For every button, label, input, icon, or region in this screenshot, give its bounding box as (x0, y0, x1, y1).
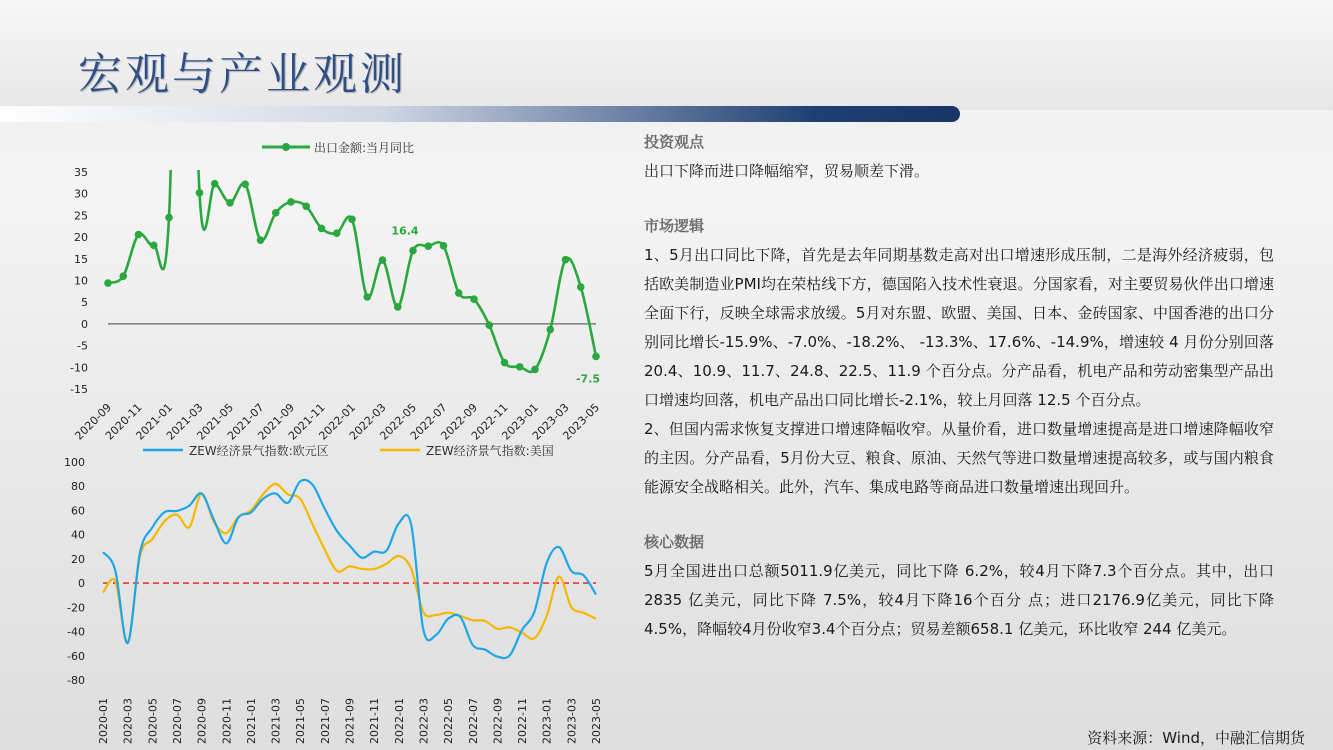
data-point (257, 236, 265, 244)
y-tick-label: 80 (71, 480, 85, 494)
y-tick-label: -60 (67, 649, 85, 663)
x-tick-label: 2021-09 (255, 400, 298, 443)
legend-label-export: 出口金额:当月同比 (314, 141, 415, 155)
x-tick-label: 2020-01 (97, 698, 110, 744)
data-point (516, 363, 524, 371)
core-data-heading: 核心数据 (644, 533, 705, 551)
x-tick-label: 2023-01 (499, 400, 542, 443)
x-tick-label: 2023-03 (565, 698, 579, 744)
series-line-eurozone (103, 480, 596, 658)
source-note: 资料来源：Wind，中融汇信期货 (1087, 729, 1305, 747)
market-logic-heading: 市场逻辑 (644, 217, 705, 235)
x-tick-label: 2020-03 (121, 698, 135, 744)
data-point (592, 353, 600, 361)
y-tick-label: 100 (64, 456, 85, 469)
data-point (333, 229, 341, 237)
y-tick-label: 20 (71, 552, 85, 566)
y-tick-label: 35 (74, 166, 88, 179)
data-point (226, 199, 234, 207)
y-tick-label: 40 (71, 528, 85, 542)
x-tick-label: 2022-03 (417, 698, 431, 744)
investment-view-heading: 投资观点 (644, 133, 705, 151)
data-point (363, 293, 371, 301)
data-point (394, 303, 402, 311)
y-tick-label: 5 (81, 296, 88, 310)
data-point (409, 247, 417, 255)
data-point (470, 295, 478, 303)
data-point (424, 242, 432, 250)
y-tick-label: 10 (74, 274, 88, 288)
data-point (150, 242, 158, 250)
data-point (211, 180, 219, 188)
data-point (135, 231, 143, 239)
legend-label: ZEW经济景气指数:欧元区 (189, 444, 329, 458)
data-point (287, 198, 295, 206)
x-tick-label: 2020-09 (72, 400, 115, 443)
x-tick-label: 2023-01 (540, 698, 554, 744)
x-tick-label: 2021-07 (224, 400, 267, 443)
y-tick-label: -80 (67, 674, 85, 687)
data-point (379, 256, 387, 264)
y-tick-label: -15 (70, 383, 88, 396)
data-point (302, 202, 310, 210)
x-tick-label: 2021-05 (294, 698, 308, 744)
data-point (531, 366, 539, 374)
data-point (119, 272, 127, 280)
x-tick-label: 2021-07 (318, 698, 332, 744)
data-point (348, 216, 356, 224)
x-tick-label: 2022-03 (346, 400, 389, 443)
x-tick-label: 2022-11 (516, 698, 530, 744)
header-accent-bar (0, 106, 960, 122)
data-point (562, 256, 570, 264)
y-tick-label: -10 (70, 361, 88, 375)
chart2-legend (143, 443, 554, 458)
y-tick-label: 60 (71, 504, 85, 518)
y-tick-label: 0 (78, 577, 85, 591)
x-tick-label: 2021-05 (194, 400, 237, 443)
page-title: 宏观与产业观测 (78, 49, 407, 100)
chart1-legend (262, 140, 414, 155)
investment-view-text: 出口下降而进口降幅缩窄，贸易顺差下滑。 (644, 162, 930, 180)
x-tick-label: 2022-07 (466, 698, 480, 744)
data-point (501, 359, 509, 367)
x-tick-label: 2022-05 (377, 400, 420, 443)
data-point (241, 180, 249, 188)
x-tick-label: 2020-11 (220, 698, 234, 744)
y-tick-label: -40 (67, 625, 85, 639)
y-tick-label: 20 (74, 231, 88, 245)
y-tick-label: 30 (74, 187, 88, 201)
legend-label: ZEW经济景气指数:美国 (426, 444, 554, 458)
data-point (485, 321, 493, 329)
y-tick-label: -20 (67, 601, 85, 615)
market-logic-paragraph-2: 2、但国内需求恢复支撑进口增速降幅收窄。从量价看，进口数量增速提高是进口增速降幅收窄的主因。分产品看，5月份大豆、粮食、原油、天然气等进口数量增速提高较多，或与国内粮食能源安全战略相关。此外，汽车、集成电路等商品进口数量增速出现回升。 (644, 420, 1274, 496)
legend-marker-export (282, 143, 290, 151)
x-tick-label: 2020-05 (146, 698, 160, 744)
x-tick-label: 2021-11 (368, 698, 382, 744)
x-tick-label: 2021-03 (163, 400, 206, 443)
export-yoy-chart (0, 128, 620, 448)
x-tick-label: 2021-01 (244, 698, 258, 744)
x-tick-label: 2022-11 (468, 400, 511, 443)
zew-index-chart (0, 440, 620, 750)
x-tick-label: 2023-05 (590, 698, 603, 744)
y-tick-label: -5 (77, 339, 88, 353)
x-tick-label: 2020-11 (102, 400, 145, 443)
y-tick-label: 15 (74, 252, 88, 266)
data-point (577, 283, 585, 291)
x-tick-label: 2022-01 (316, 400, 359, 443)
x-tick-label: 2020-09 (195, 698, 209, 744)
x-tick-label: 2021-01 (133, 400, 176, 443)
series-line-us (103, 484, 596, 643)
data-point (272, 209, 280, 217)
x-tick-label: 2022-09 (491, 698, 505, 744)
data-label: 16.4 (391, 224, 419, 238)
x-tick-label: 2022-01 (392, 698, 406, 744)
x-tick-label: 2020-07 (170, 698, 184, 744)
y-tick-label: 25 (74, 209, 88, 223)
x-tick-label: 2023-05 (560, 400, 603, 443)
y-tick-label: 0 (81, 317, 88, 331)
core-data-text: 5月全国进出口总额5011.9亿美元，同比下降 6.2%，较4月下降7.3个百分点。其中，出口 2835 亿美元，同比下降 7.5%，较4月下降16个百分 点；进口2176.9亿美元，同比下降 4.5%，降幅较4月份收窄3.4个百分点；贸易差额658.1 亿美元，环比收窄 244 亿美元。 (644, 562, 1274, 638)
x-tick-label: 2021-11 (285, 400, 328, 443)
x-tick-label: 2022-07 (407, 400, 450, 443)
x-tick-label: 2022-05 (442, 698, 456, 744)
data-point (165, 214, 173, 222)
data-point (196, 189, 204, 197)
x-tick-label: 2021-09 (343, 698, 357, 744)
data-point (546, 326, 554, 334)
market-logic-paragraph-1: 1、5月出口同比下降，首先是去年同期基数走高对出口增速形成压制，二是海外经济疲弱，包括欧美制造业PMI均在荣枯线下方，德国陷入技术性衰退。分国家看，对主要贸易伙伴出口增速全面下行，反映全球需求放缓。5月对东盟、欧盟、美国、日本、金砖国家、中国香港的出口分别同比增长-15.9%、-7.0%、-18.2%、 -13.3%、17.6%、-14.9%，增速较 4 月份分别回落 20.4、10.9、11.7、24.8、22.5、11.9 个百分点。分产品看，机电产品和劳动密集型产品出口增速均回落，机电产品出口同比增长-2.1%，较上月回落 12.5 个百分点。 (644, 246, 1274, 409)
data-point (318, 225, 326, 233)
data-point (104, 279, 112, 287)
data-label: -7.5 (575, 372, 601, 386)
data-point (440, 242, 448, 250)
x-tick-label: 2022-09 (438, 400, 481, 443)
x-tick-label: 2023-03 (529, 400, 572, 443)
data-point (455, 289, 463, 297)
x-tick-label: 2021-03 (269, 698, 283, 744)
analysis-column (644, 128, 1274, 644)
